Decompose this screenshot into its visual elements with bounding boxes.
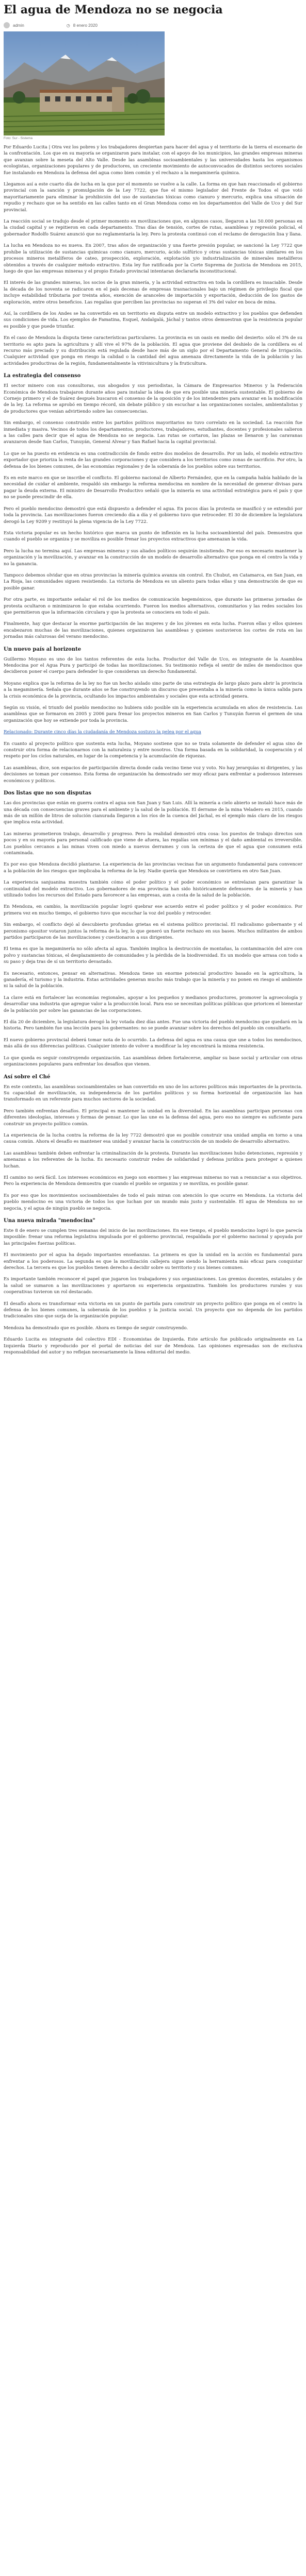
byline <box>4 22 302 28</box>
body-paragraph: Llegamos así a este cuarto día de lucha en la que por el momento se vuelve a la calle. La forma en que han reaccionado el gobierno provincial con la sanción y promulgación de la Ley 7722, que fue el mismo legislador del Frente de Todos el que votó mayoritariamente para eliminar la prohibición del uso de sustancias tóxicas como cianuro y mercurio, explica una situación de repudio y rechazo que se ha sentido en las calles tanto en el Gran Mendoza como en los departamentos del Valle de Uco y del Sur provincial. <box>4 182 302 213</box>
body-paragraph: La experiencia sanjuanina muestra también cómo el poder político y el poder económico se entrelazan para garantizar la continuidad del modelo extractivo. Los gobernadores de esa provincia han sido históricamente defensores de la minería y han utilizado todos los recursos del Estado para favorecer a las empresas, aun a costa de la salud de la población. <box>4 880 302 898</box>
body-paragraph: El tema es que la megaminería no sólo afecta al agua. También implica la destrucción de montañas, la contaminación del aire con polvo y sustancias tóxicas, el desplazamiento de comunidades y la pérdida de la biodiversidad. Es un modelo que arrasa con todo a su paso y deja tras de sí un territorio devastado. <box>4 946 302 965</box>
body-paragraph: Las asambleas, dice, son espacios de participación directa donde cada vecino tiene voz y voto. No hay jerarquías ni dirigentes, y las decisiones se toman por consenso. Esta forma de organización ha demostrado ser muy eficaz para enfrentar a poderosos intereses económicos y políticos. <box>4 765 302 784</box>
article-title: El agua de Mendoza no se negocia <box>4 3 223 16</box>
body-paragraph: Es por eso que los movimientos socioambientales de todo el país miran con atención lo que ocurre en Mendoza. La victoria del pueblo mendocino es una victoria de todos los que luchan por un mundo más justo y sustentable. El agua de Mendoza no se negocia, y el agua de ningún pueblo se negocia. <box>4 1193 302 1211</box>
body-paragraph: El interés de las grandes mineras, los socios de la gran minería, y la actividad extractiva en toda la cordillera es insaciable. Desde la década de los noventa se radicaron en el país decenas de empresas trasnacionales bajo un régimen de privilegio fiscal que incluye estabilidad tributaria por treinta años, exención de aranceles de importación y exportación, deducción de los gastos de exploración, entre otros beneficios. Las regalías que perciben las provincias no superan el 3% del valor en boca de mina. <box>4 280 302 305</box>
body-paragraph: Sin embargo, el consenso construido entre los partidos políticos mayoritarios no tuvo correlato en la sociedad. La reacción fue inmediata y masiva. Vecinos de todos los departamentos, productores, trabajadores, estudiantes, docentes y profesionales salieron a las calles para decir que el agua de Mendoza no se negocia. Las rutas se cortaron, las plazas se llenaron y las caravanas avanzaron desde San Carlos, Tunuyán, General Alvear y San Rafael hacia la capital provincial. <box>4 420 302 445</box>
body-paragraph: Pero el pueblo mendocino demostró que está dispuesto a defender el agua. En pocos días la protesta se masificó y se extendió por toda la provincia. Las movilizaciones fueron creciendo día a día y el gobierno tuvo que retroceder. El 30 de diciembre la legislatura derogó la Ley 9209 y restituyó la plena vigencia de la Ley 7722. <box>4 506 302 524</box>
body-paragraph: La lucha en Mendoza no es nueva. En 2007, tras años de organización y una fuerte presión popular, se sancionó la Ley 7722 que prohíbe la utilización de sustancias químicas como cianuro, mercurio, ácido sulfúrico y otras sustancias tóxicas similares en los procesos mineros metalíferos de cateo, prospección, exploración, explotación y/o industrialización de minerales metalíferos obtenidos a través de cualquier método extractivo. Esta ley fue ratificada por la Corte Suprema de Justicia de Mendoza en 2015, luego de que las empresas mineras y el propio Estado provincial intentaran declararla inconstitucional. <box>4 243 302 274</box>
body-paragraph: Es en este marco en que se inscribe el conflicto. El gobierno nacional de Alberto Fernández, que en la campaña había hablado de la necesidad de cuidar el ambiente, respaldó sin embargo la reforma mendocina en nombre de la necesidad de generar divisas para pagar la deuda externa. El ministro de Desarrollo Productivo señaló que la minería es una actividad estratégica para el país y que no se puede prescindir de ella. <box>4 476 302 500</box>
body-paragraph: En Mendoza, en cambio, la movilización popular logró quebrar ese acuerdo entre el poder político y el poder económico. Por primera vez en mucho tiempo, el gobierno tuvo que escuchar la voz del pueblo y retroceder. <box>4 904 302 916</box>
body-paragraph: Sin embargo, el conflicto dejó al descubierto profundas grietas en el sistema político provincial. El radicalismo gobernante y el peronismo opositor votaron juntos la reforma de la ley, lo que generó un fuerte rechazo en sus bases. Muchos militantes de ambos partidos participaron de las movilizaciones y cuestionaron a sus dirigentes. <box>4 922 302 940</box>
body-paragraph: Pero la lucha no termina aquí. Las empresas mineras y sus aliados políticos seguirán insistiendo. Por eso es necesario mantener la organización y la movilización, y avanzar en la construcción de un modelo de desarrollo alternativo que ponga en el centro la vida y no la ganancia. <box>4 548 302 567</box>
body-paragraph: Según su visión, el triunfo del pueblo mendocino no hubiera sido posible sin la experiencia acumulada en años de resistencia. Las asambleas que se formaron en 2005 y 2006 para frenar los proyectos mineros en San Carlos y Tunuyán fueron el germen de una organización que hoy se extiende por toda la provincia. <box>4 705 302 723</box>
body-paragraph: En este contexto, las asambleas socioambientales se han convertido en uno de los actores políticos más importantes de la provincia. Su capacidad de movilización, su independencia de los partidos políticos y su forma horizontal de organización las han transformado en un referente para muchos sectores de la sociedad. <box>4 1084 302 1103</box>
body-paragraph: Lo que se ha puesto en evidencia es una contradicción de fondo entre dos modelos de desarrollo. Por un lado, el modelo extractivo exportador que prioriza la renta de las grandes corporaciones y que considera a los territorios como zonas de sacrificio. Por otro, la defensa de los bienes comunes, de las economías regionales y de la soberanía de los pueblos sobre sus territorios. <box>4 451 302 469</box>
body-paragraph: Las dos provincias que están en guerra contra el agua son San Juan y San Luis. Allí la minería a cielo abierto se instaló hace más de una década con consecuencias graves para el ambiente y la salud de la población. El derrame de la mina Veladero en 2015, cuando más de un millón de litros de solución cianurada llegaron a los ríos de la cuenca del Jáchal, es el ejemplo más claro de los riesgos que implica esta actividad. <box>4 801 302 825</box>
body-paragraph: Es por eso que Mendoza decidió plantarse. La experiencia de las provincias vecinas fue un argumento fundamental para convencer a la población de los riesgos que implicaba la reforma de la ley. Nadie quería que Mendoza se convirtiera en otro San Juan. <box>4 862 302 874</box>
body-paragraph: Tampoco debemos olvidar que en otras provincias la minería química avanza sin control. En Chubut, en Catamarca, en San Juan, en La Rioja, las comunidades siguen resistiendo. La victoria de Mendoza es un aliento para todas ellas y una demostración de que es posible ganar. <box>4 572 302 591</box>
body-paragraph: La clave está en fortalecer las economías regionales, apoyar a los pequeños y medianos productores, promover la agroecología y desarrollar una industria que agregue valor a la producción local. Para eso se necesitan políticas públicas que prioricen el bienestar de la población por sobre las ganancias de las corporaciones. <box>4 995 302 1013</box>
body-paragraph: La experiencia de la lucha contra la reforma de la ley 7722 demostró que es posible construir una unidad amplia en torno a una causa común. Ahora el desafío es mantener esa unidad y avanzar hacia la construcción de un modelo de desarrollo alternativo. <box>4 1132 302 1145</box>
hero-photo <box>4 31 165 135</box>
section-heading: Una nueva mirada "mendocina" <box>4 1218 95 1224</box>
author-name[interactable]: admin <box>13 23 24 28</box>
body-paragraph: Finalmente, hay que destacar la enorme participación de las mujeres y de los jóvenes en esta lucha. Fueron ellas y ellos quienes encabezaron muchas de las movilizaciones, quienes organizaron las asambleas y quienes sostuvieron los cortes de ruta en las jornadas más calurosas del verano mendocino. <box>4 621 302 640</box>
body-paragraph: Lo que queda es seguir construyendo organización. Las asambleas deben fortalecerse, ampliar su base social y articular con otras organizaciones populares para enfrentar los desafíos que vienen. <box>4 1055 302 1067</box>
body-paragraph: En cuanto al proyecto político que sustenta esta lucha, Moyano sostiene que no se trata solamente de defender el agua sino de construir otra forma de relacionarnos con la naturaleza y entre nosotros. Una forma basada en la solidaridad, la cooperación y el respeto por los ciclos naturales, en lugar de la competencia y la acumulación de riquezas. <box>4 741 302 759</box>
body-paragraph: El movimiento por el agua ha dejado importantes enseñanzas. La primera es que la unidad en la acción es fundamental para enfrentar a los poderosos. La segunda es que la movilización callejera sigue siendo la herramienta más eficaz para conquistar derechos. La tercera es que los pueblos tienen derecho a decidir sobre su territorio y sus bienes comunes. <box>4 1252 302 1271</box>
body-paragraph: Es importante también reconocer el papel que jugaron los trabajadores y sus organizaciones. Los gremios docentes, estatales y de la salud se sumaron a las movilizaciones y aportaron su experiencia organizativa. También los productores rurales y sus cooperativas tuvieron un rol destacado. <box>4 1277 302 1295</box>
body-paragraph: El día 20 de diciembre, la legislatura derogó la ley votada diez días antes. Fue una victoria del pueblo mendocino que quedará en la historia. Pero también fue una lección para los gobernantes: no se puede avanzar sobre los derechos del pueblo sin consultarlo. <box>4 1020 302 1031</box>
photo-caption: Foto: Sur - Sistema <box>4 137 33 140</box>
body-paragraph: Este 8 de enero se cumplen tres semanas del inicio de las movilizaciones. En ese tiempo, el pueblo mendocino logró lo que parecía imposible: frenar una reforma legislativa impulsada por el gobierno provincial, respaldada por el gobierno nacional y apoyada por las principales fuerzas políticas. <box>4 1228 302 1246</box>
article-page <box>0 3 306 1356</box>
related-link[interactable]: Relacionado: Durante cinco días la ciudadanía de Mendoza sostuvo la pelea por el agua <box>4 730 201 735</box>
body-paragraph: El nuevo gobierno provincial deberá tomar nota de lo ocurrido. La defensa del agua es una causa que une a todos los mendocinos, más allá de sus diferencias políticas. Cualquier intento de volver a modificar la ley encontrará la misma resistencia. <box>4 1037 302 1049</box>
section-heading: La estrategia del consenso <box>4 373 81 379</box>
body-paragraph: Es necesario, entonces, pensar en alternativas. Mendoza tiene un enorme potencial productivo basado en la agricultura, la ganadería, el turismo y la industria. Estas actividades generan mucho más trabajo que la minería y no ponen en riesgo el ambiente ni la salud de la población. <box>4 971 302 989</box>
body-paragraph: Así, la cordillera de los Andes se ha convertido en un territorio en disputa entre un modelo extractivo y los pueblos que defienden sus condiciones de vida. Los ejemplos de Famatina, Esquel, Andalgalá, Jáchal y tantos otros demuestran que la resistencia popular es posible y que puede triunfar. <box>4 311 302 329</box>
body-paragraph: El camino no será fácil. Los intereses económicos en juego son enormes y las empresas mineras no van a renunciar a sus objetivos. Pero la experiencia de Mendoza demuestra que cuando el pueblo se organiza y se moviliza, es posible ganar. <box>4 1175 302 1187</box>
section-heading: Un nuevo país al horizonte <box>4 646 82 652</box>
section-heading: Dos listas que no son disputas <box>4 790 91 796</box>
body-paragraph: El sector minero con sus consultoras, sus abogados y sus periodistas, la Cámara de Empresarios Mineros y la Federación Económica de Mendoza trabajaron durante años para instalar la idea de que era posible una minería sustentable. El gobierno de Cornejo primero y el de Suárez después buscaron el consenso de la oposición y de los intendentes para avanzar en la modificación de la ley. La reforma se aprobó en tiempo récord, sin debate público y sin escuchar a las organizaciones sociales, ambientalistas y de productores que venían advirtiendo sobre las consecuencias. <box>4 383 302 414</box>
body-paragraph: En el caso de Mendoza la disputa tiene características particulares. La provincia es un oasis en medio del desierto: sólo el 3% de su territorio es apto para la agricultura y allí vive el 97% de la población. El agua que proviene del deshielo de la cordillera es el recurso más preciado y su distribución está regulada desde hace más de un siglo por el Departamento General de Irrigación. Cualquier actividad que ponga en riesgo la calidad o la cantidad del agua amenaza directamente la vida de la población y las actividades productivas de la región, fundamentalmente la vitivinicultura y la fruticultura. <box>4 335 302 366</box>
body-paragraph: Guillermo Moyano es uno de los tantos referentes de esta lucha. Productor del Valle de Uco, es integrante de la Asamblea Mendocina por el Agua Pura y participó de todas las movilizaciones. Su testimonio refleja el sentir de miles de mendocinos que decidieron poner el cuerpo para defender lo que consideran un derecho fundamental. <box>4 656 302 675</box>
clock-icon: ◷ <box>66 23 70 28</box>
publish-date: 8 enero 2020 <box>73 23 98 28</box>
article-body <box>4 144 302 1356</box>
body-paragraph: Eduardo Lucita es integrante del colectivo EDI - Economistas de Izquierda. Este artículo fue publicado originalmente en La Izquierda Diario y reproducido por el portal de noticias del sur de Mendoza. Las opiniones expresadas son de exclusiva responsabilidad del autor y no reflejan necesariamente la línea editorial del medio. <box>4 1337 302 1355</box>
section-heading: Así sobre el Ché <box>4 1074 51 1080</box>
body-paragraph: Esta victoria popular es un hecho histórico que marca un punto de inflexión en la lucha socioambiental del país. Demuestra que cuando el pueblo se organiza y se moviliza es posible frenar los proyectos extractivos que amenazan la vida. <box>4 530 302 543</box>
body-paragraph: Mendoza ha demostrado que es posible. Ahora es tiempo de seguir construyendo. <box>4 1325 188 1331</box>
body-paragraph: Por Eduardo Lucita | Otra vez los pobres y los trabajadores despiertan para hacer del agua y el territorio de la tierra el escenario de la confrontación. Los que en su mayoría se organizaron para instalar, con el apoyo de los municipios, las grandes empresas mineras que avanzan sobre la meseta del Alto Valle. Desde las asambleas socioambientales y las universidades hasta los organismos ecologistas, organizaciones populares y de productores, un creciente movimiento de autoconvocados de distintos sectores sociales fue instalando en Mendoza la defensa del agua como bien común y el rechazo a la megaminería química. <box>4 145 302 176</box>
body-paragraph: El desafío ahora es transformar esta victoria en un punto de partida para construir un proyecto político que ponga en el centro la defensa de los bienes comunes, la soberanía de los pueblos y la justicia social. Un proyecto que no dependa de los partidos tradicionales sino que surja de la organización popular. <box>4 1301 302 1319</box>
body-paragraph: Las asambleas también deben enfrentar la criminalización de la protesta. Durante las movilizaciones hubo detenciones, represión y amenazas a los referentes de la lucha. Es necesario construir redes de solidaridad y defensa jurídica para proteger a quienes luchan. <box>4 1150 302 1169</box>
body-paragraph: Las mineras prometieron trabajo, desarrollo y progreso. Pero la realidad demostró otra cosa: los puestos de trabajo directos son pocos y en su mayoría para personal calificado que viene de afuera, las regalías son mínimas y el daño ambiental es irreversible. Los pueblos cercanos a las minas viven con miedo a nuevos derrames y con la certeza de que el agua que consumen está contaminada. <box>4 831 302 856</box>
body-paragraph: La reacción social se tradujo desde el primer momento en movilizaciones que, en algunos casos, llegaron a las 50.000 personas en la ciudad capital y se repitieron en cada departamento. Tras días de tensión, cortes de rutas, asambleas y represión policial, el gobernador Rodolfo Suárez anunció que no reglamentaría la ley. Pero la protesta continuó con el reclamo de derogación lisa y llana. <box>4 219 302 237</box>
body-paragraph: Por otra parte, es importante señalar el rol de los medios de comunicación hegemónicos, que durante las primeras jornadas de protesta ocultaron o minimizaron lo que estaba ocurriendo. Fueron los medios alternativos, comunitarios y las redes sociales los que permitieron que la información circulara y que la protesta se conociera en todo el país. <box>4 597 302 615</box>
author-avatar <box>4 22 10 28</box>
body-paragraph: Pero también enfrentan desafíos. El principal es mantener la unidad en la diversidad. En las asambleas participan personas con diferentes ideologías, intereses y formas de pensar. Lo que las une es la defensa del agua, pero eso no siempre es suficiente para construir un proyecto político común. <box>4 1108 302 1127</box>
body-paragraph: Moyano explica que la reforma de la ley no fue un hecho aislado sino parte de una estrategia de largo plazo para abrir la provincia a la megaminería. Señala que durante años se fue construyendo un discurso que presentaba a la minería como la única salida para la crisis económica de la provincia, ocultando los impactos ambientales y sociales que esta actividad genera. <box>4 681 302 699</box>
